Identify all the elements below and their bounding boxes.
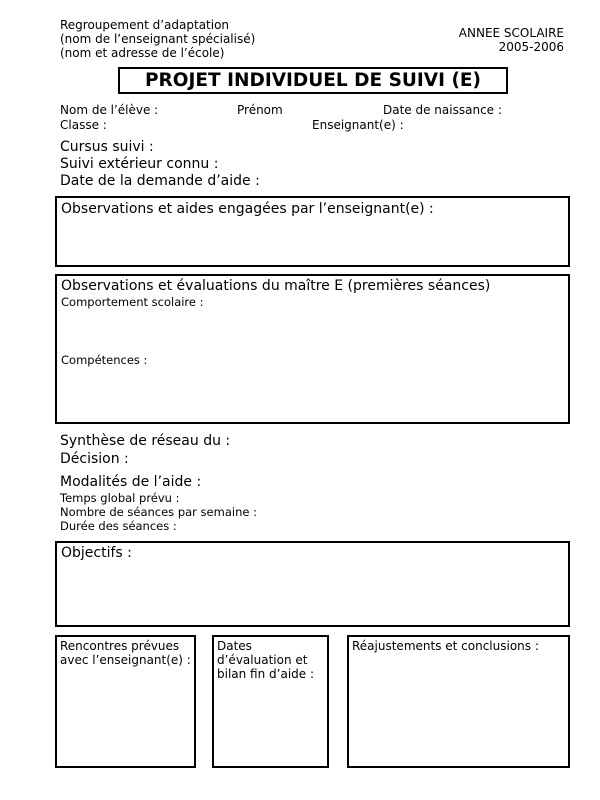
adjustments-box <box>347 635 570 768</box>
skills-label: Compétences : <box>61 353 148 367</box>
adjustments-label: Réajustements et conclusions : <box>352 639 539 653</box>
header-line-2: (nom de l’enseignant spécialisé) <box>60 32 256 46</box>
header-line-1: Regroupement d’adaptation <box>60 18 230 32</box>
evaluation-dates-box <box>212 635 329 768</box>
dates-line-2: d’évaluation et <box>217 653 308 667</box>
teacher-observations-title: Observations et aides engagées par l’enseignant(e) : <box>61 201 434 217</box>
school-header <box>60 18 255 60</box>
student-name-label: Nom de l’élève : <box>60 103 159 117</box>
school-year-label: ANNEE SCOLAIRE <box>458 26 564 40</box>
school-year-block <box>459 26 564 54</box>
total-time-label: Temps global prévu : <box>60 491 180 505</box>
decision-label: Décision : <box>60 451 129 467</box>
e-evaluations-title: Observations et évaluations du maître E (premières séances) <box>61 278 491 294</box>
e-evaluations-box <box>55 274 570 424</box>
network-synthesis-label: Synthèse de réseau du : <box>60 433 231 449</box>
student-birthdate-label: Date de naissance : <box>383 103 502 117</box>
dates-line-1: Dates <box>217 639 252 653</box>
header-line-3: (nom et adresse de l’école) <box>60 46 225 60</box>
request-date-label: Date de la demande d’aide : <box>60 173 260 189</box>
objectives-box <box>55 541 570 627</box>
meetings-line-1: Rencontres prévues <box>60 639 180 653</box>
sessions-per-week-label: Nombre de séances par semaine : <box>60 505 257 519</box>
teacher-observations-box <box>55 196 570 267</box>
evaluation-dates-label <box>217 639 314 681</box>
session-length-label: Durée des séances : <box>60 519 177 533</box>
dates-line-3: bilan fin d’aide : <box>217 667 315 681</box>
meetings-line-2: avec l’enseignant(e) : <box>60 653 191 667</box>
cursus-label: Cursus suivi : <box>60 139 154 155</box>
meetings-box <box>55 635 196 768</box>
objectives-title: Objectifs : <box>61 545 132 561</box>
page-title: PROJET INDIVIDUEL DE SUIVI (E) <box>118 67 508 94</box>
student-class-label: Classe : <box>60 118 107 132</box>
behaviour-label: Comportement scolaire : <box>61 295 204 309</box>
modalities-title: Modalités de l’aide : <box>60 474 202 490</box>
school-year-value: 2005-2006 <box>498 40 564 54</box>
external-follow-up-label: Suivi extérieur connu : <box>60 156 219 172</box>
meetings-label <box>60 639 191 667</box>
student-firstname-label: Prénom <box>237 103 283 117</box>
student-teacher-label: Enseignant(e) : <box>312 118 404 132</box>
